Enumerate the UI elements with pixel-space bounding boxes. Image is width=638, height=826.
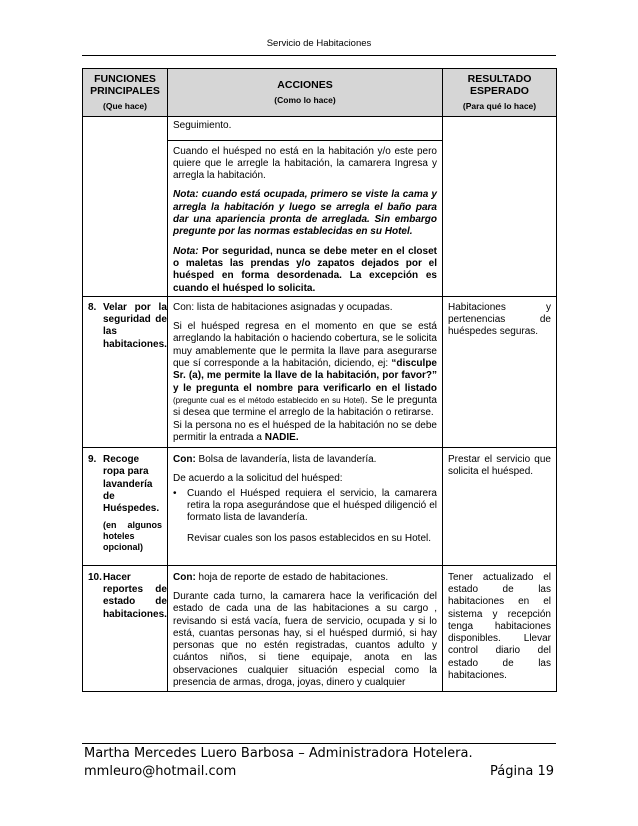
row9-function-text: Recoge ropa para lavandería de Huéspedes. <box>103 454 160 515</box>
row10-p1-text: hoja de reporte de estado de habitaciones. <box>195 571 389 583</box>
footer-email: mmleuro@hotmail.com <box>84 764 237 779</box>
row10-p1-label: Con: <box>173 571 196 583</box>
header-actions-subtitle: (Como lo hace) <box>274 95 336 105</box>
row0-action-note2 <box>173 246 437 295</box>
row9-function-item <box>88 454 162 552</box>
row0-action-p2: Cuando el huésped no está en la habitación y/o este pero quiere que le arregle la habitación, la camarera Ingresa y arregla la habitación. <box>173 145 437 182</box>
header-result-title: RESULTADO ESPERADO <box>467 73 532 97</box>
row0-note2-text: Por seguridad, nunca se debe meter en el closet o maletas las prendas y/o zapatos dejados por el huésped en forma desordenada. La excepción es cuando el huésped lo solicita. <box>173 245 437 294</box>
header-result <box>443 69 557 117</box>
row8-function-item <box>88 301 167 351</box>
row10-actions <box>168 565 443 692</box>
row0-action-note1: Nota: cuando está ocupada, primero se viste la cama y arregla la habitación y luego se arregla el baño para dar una apariencia pronta de arreglada. Sin embargo pregunte por las normas establecidas en su Hotel. <box>173 189 437 238</box>
row9-number: 9. <box>88 454 97 466</box>
row8-action-p1: Con: lista de habitaciones asignadas y ocupadas. <box>173 301 393 313</box>
row8-p2-text1: Si el huésped regresa en el momento en que se está arreglando la habitación o haciendo cobertura, se le solicita muy amablemente que le permita la llave para asegurarse que sí corresponde a la habitación, diciendo, ej: <box>173 321 437 370</box>
row8-p2-bold: “disculpe Sr. (a), me permite la llave de la habitación, por favor?” y le pregunta el nombre para verificarlo en el listado <box>173 358 437 394</box>
row9-bullet-text: Cuando el Huésped requiera el servicio, la camarera retira la ropa asegurándose que el huésped diligenció el formato lista de lavandería. <box>187 487 437 524</box>
page-header: Servicio de Habitaciones <box>266 38 372 49</box>
row9-result-text: Prestar el servicio que solicita el huésped. <box>448 454 551 478</box>
table-header-row <box>83 69 557 117</box>
row0-actions <box>168 117 443 297</box>
row10-action-p2: Durante cada turno, la camarera hace la verificación del estado de cada una de las habitaciones a su cargo , revisando si está vacía, fuera de servicio, ocupada y si lo está, cuantas personas hay, si el huésped durmió, si hay personas que no estén registradas, cuantos adulto y cuántos niños, si tiene equipaje, anota en las observaciones cualquier situación especial como la presencia de armas, droga, joyas, dinero y cualquier <box>173 590 437 688</box>
row10-result-text: Tener actualizado el estado de las habitaciones en el sistema y recepción tenga habitaciones disponibles. Llevar control diario del estado de las habitaciones. <box>448 571 551 681</box>
row8-number: 8. <box>88 301 97 313</box>
row9-function <box>83 448 168 565</box>
footer-author: Martha Mercedes Luero Barbosa – Administradora Hotelera. <box>84 746 473 761</box>
row9-function-note: (en algunos hoteles opcional) <box>103 519 162 552</box>
row8-result-text: Habitaciones y pertenencias de huéspedes seguras. <box>448 301 551 338</box>
row8-p2-small: (pregunte cual es el método establecido en su Hotel) <box>173 395 365 405</box>
header-functions-title: FUNCIONES PRINCIPALES <box>90 73 160 97</box>
row8-action-p3 <box>173 420 437 445</box>
header-functions-subtitle: (Que hace) <box>103 101 147 111</box>
row10-function-item <box>88 571 167 621</box>
table-row <box>83 448 557 565</box>
header-rule <box>82 55 556 56</box>
row0-result <box>443 117 557 297</box>
table-row <box>83 296 557 447</box>
row9-action-p4: Revisar cuales son los pasos establecidos en su Hotel. <box>187 532 432 544</box>
row9-action-p2: De acuerdo a la solicitud del huésped: <box>173 473 343 485</box>
row0-function <box>83 117 168 297</box>
row0-divider <box>168 140 442 141</box>
bullet-icon: • <box>173 487 177 499</box>
row9-bullet-item <box>173 488 437 525</box>
footer-rule <box>82 743 556 744</box>
row9-result <box>443 448 557 565</box>
table-row <box>83 117 557 297</box>
row10-function <box>83 565 168 692</box>
row9-action-p1 <box>173 454 437 466</box>
row8-function <box>83 296 168 447</box>
row8-p3-text: Si la persona no es el huésped de la habitación no se debe permitir la entrada a <box>173 419 437 443</box>
row8-p2-text2: . Se le pregunta si desea que termine el arreglo de la habitación o retirarse. <box>173 394 437 419</box>
row9-p1-label: Con: <box>173 454 196 466</box>
row0-note2-label: Nota: <box>173 245 199 257</box>
row8-actions <box>168 296 443 447</box>
row9-p1-text: Bolsa de lavandería, lista de lavandería. <box>195 454 377 466</box>
row8-action-p2 <box>173 321 437 419</box>
header-functions <box>83 69 168 117</box>
row8-result <box>443 296 557 447</box>
row0-action-p1: Seguimiento. <box>173 120 232 132</box>
row8-p3-bold: NADIE. <box>264 431 299 443</box>
header-result-subtitle: (Para qué lo hace) <box>462 101 537 111</box>
row10-result <box>443 565 557 692</box>
row9-actions <box>168 448 443 565</box>
footer-page-number: Página 19 <box>490 764 554 779</box>
row10-function-text: Hacer reportes de estado de habitaciones. <box>103 571 167 620</box>
row10-action-p1 <box>173 572 437 584</box>
row10-number: 10. <box>88 571 102 583</box>
header-actions <box>168 69 443 117</box>
row8-function-text: Velar por la seguridad de las habitaciones. <box>103 301 167 350</box>
functions-table <box>82 68 557 692</box>
header-actions-title: ACCIONES <box>277 79 333 91</box>
table-row <box>83 565 557 692</box>
